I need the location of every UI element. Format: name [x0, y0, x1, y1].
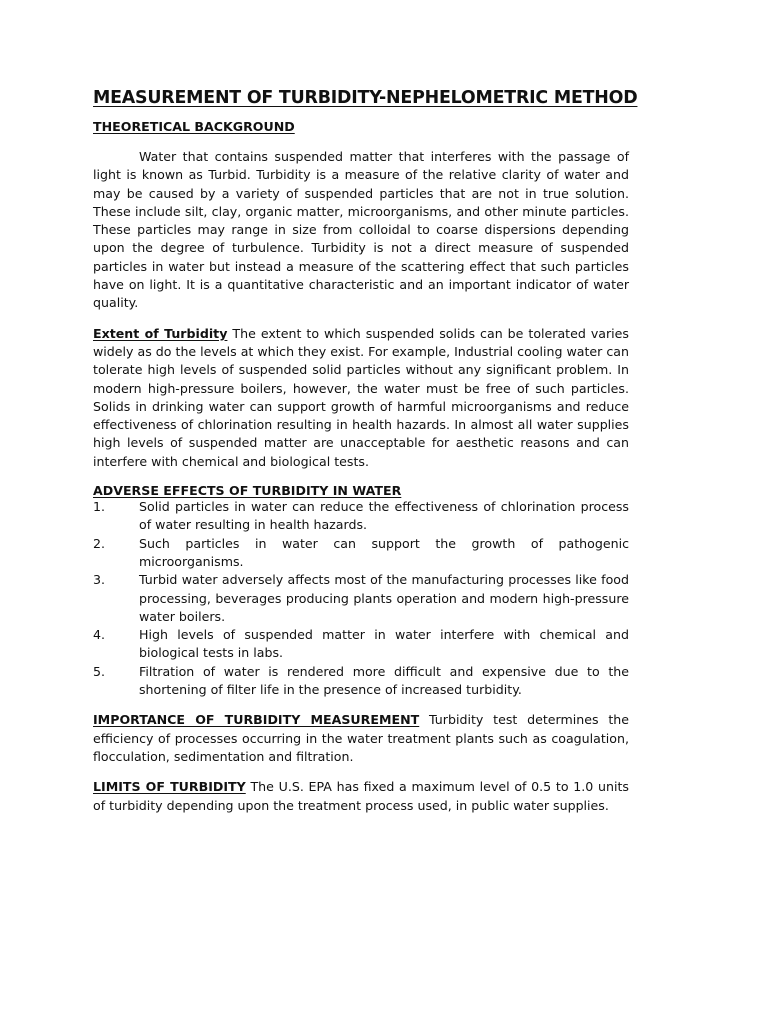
extent-of-turbidity-text: The extent to which suspended solids can be tolerated varies widely as do the levels at which they exist. For example, Industrial cooling water can tolerate high levels of suspended solid particles without any significant problem. In modern high-pressure boilers, however, the water must be free of such particles. Solids in drinking water can support growth of harmful microorganisms and reduce effectiveness of chlorination resulting in health hazards. In almost all water supplies high levels of suspended matter are unacceptable for aesthetic reasons and can interfere with chemical and biological tests. — [93, 325, 629, 469]
inline-heading-limits: LIMITS OF TURBIDITY — [93, 779, 246, 795]
list-item — [93, 626, 629, 663]
document-page — [93, 88, 638, 827]
paragraph-extent-of-turbidity — [93, 325, 629, 471]
limits-text: The U.S. EPA has fixed a maximum level of 0.5 to 1.0 units of turbidity depending upon the treatment process used, in public water supplies. — [93, 779, 629, 813]
list-item-text: Turbid water adversely affects most of the manufacturing processes like food processing, beverages producing plants operation and modern high-pressure water boilers. — [139, 572, 629, 624]
list-item-number: 4. — [93, 627, 106, 643]
list-item-text: Such particles in water can support the growth of pathogenic microorganisms. — [139, 535, 629, 569]
section-heading-adverse-effects: ADVERSE EFFECTS OF TURBIDITY IN WATER — [93, 483, 402, 499]
section-heading-theoretical-background: THEORETICAL BACKGROUND — [93, 119, 295, 134]
list-item — [93, 535, 629, 572]
document-title: MEASUREMENT OF TURBIDITY-NEPHELOMETRIC METHOD — [93, 88, 638, 108]
paragraph-limits-of-turbidity — [93, 778, 629, 815]
importance-text: Turbidity test determines the efficiency of processes occurring in the water treatment plants such as coagulation, flocculation, sedimentation and filtration. — [93, 712, 629, 764]
list-item-number: 5. — [93, 663, 106, 679]
list-item-text: Filtration of water is rendered more difficult and expensive due to the shortening of filter life in the presence of increased turbidity. — [139, 663, 629, 698]
list-item-number: 2. — [93, 535, 106, 551]
list-item-text: High levels of suspended matter in water interfere with chemical and biological tests in labs. — [139, 627, 629, 661]
paragraph-theoretical-background: Water that contains suspended matter that interferes with the passage of light is known as Turbid. Turbidity is a measure of the relative clarity of water and may be caused by a variety of suspended particles that are not in true solution. These include silt, clay, organic matter, microorganisms, and other minute particles. These particles may range in size from colloidal to coarse dispersions depending upon the degree of turbulence. Turbidity is not a direct measure of suspended particles in water but instead a measure of the scattering effect that such particles have on light. It is a quantitative characteristic and an important indicator of water quality. — [93, 149, 629, 311]
inline-heading-importance: IMPORTANCE OF TURBIDITY MEASUREMENT — [93, 712, 420, 728]
list-item — [93, 663, 629, 700]
list-item-number: 3. — [93, 572, 106, 588]
list-item-number: 1. — [93, 499, 106, 515]
list-item — [93, 571, 629, 626]
list-item-text: Solid particles in water can reduce the effectiveness of chlorination process of water resulting in health hazards. — [139, 499, 629, 533]
list-item — [93, 498, 629, 535]
inline-heading-extent-of-turbidity: Extent of Turbidity — [93, 325, 228, 341]
paragraph-importance-of-turbidity-measurement — [93, 711, 629, 766]
adverse-effects-list — [93, 498, 629, 699]
